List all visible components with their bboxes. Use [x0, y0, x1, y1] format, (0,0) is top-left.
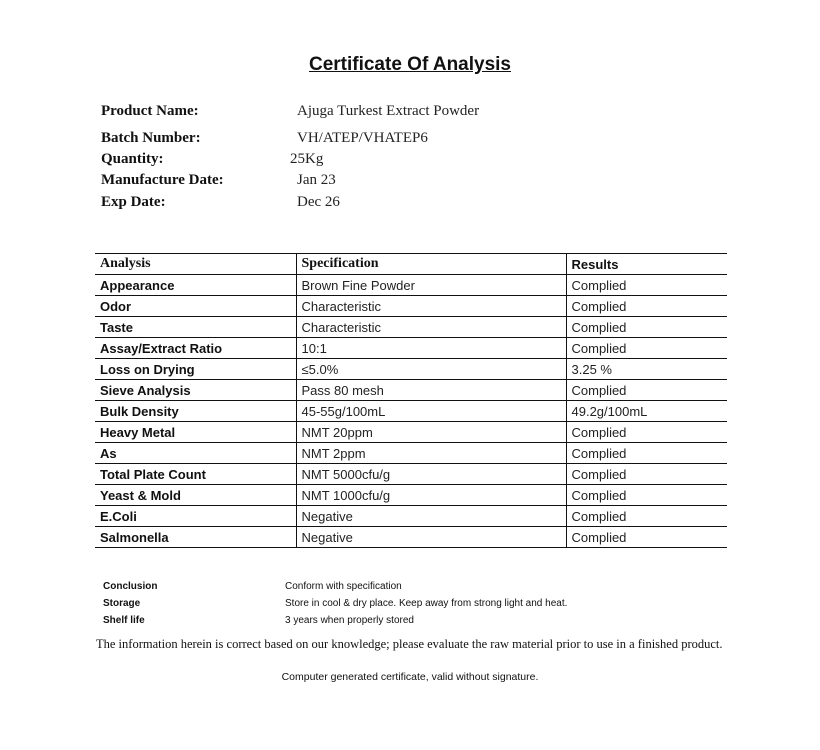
header-specification: Specification	[296, 254, 566, 275]
storage-label: Storage	[103, 598, 141, 609]
product-name-value: Ajuga Turkest Extract Powder	[297, 103, 480, 119]
analysis-cell: Loss on Drying	[95, 359, 296, 380]
analysis-cell: Sieve Analysis	[95, 380, 296, 401]
quantity-label: Quantity:	[101, 151, 164, 167]
disclaimer-text: The information herein is correct based on our knowledge; please evaluate the raw material prior to use in a finished product.	[96, 637, 723, 651]
manufacture-date-value: Jan 23	[297, 172, 336, 188]
batch-number-value: VH/ATEP/VHATEP6	[297, 130, 428, 146]
analysis-cell: Assay/Extract Ratio	[95, 338, 296, 359]
specification-cell: Pass 80 mesh	[296, 380, 566, 401]
analysis-cell: Bulk Density	[95, 401, 296, 422]
conclusion-value: Conform with specification	[285, 581, 402, 592]
result-cell: Complied	[566, 317, 727, 338]
table-row	[95, 380, 727, 401]
analysis-cell: As	[95, 443, 296, 464]
specification-cell: NMT 1000cfu/g	[296, 485, 566, 506]
exp-date-value: Dec 26	[297, 194, 340, 210]
batch-number-label: Batch Number:	[101, 130, 201, 146]
result-cell: Complied	[566, 338, 727, 359]
table-row	[95, 506, 727, 527]
analysis-cell: Heavy Metal	[95, 422, 296, 443]
storage-value: Store in cool & dry place. Keep away from strong light and heat.	[285, 598, 568, 609]
result-cell: Complied	[566, 527, 727, 548]
result-cell: Complied	[566, 380, 727, 401]
signature-note: Computer generated certificate, valid without signature.	[281, 671, 539, 683]
header-results: Results	[566, 254, 727, 275]
specification-cell: Brown Fine Powder	[296, 275, 566, 296]
quantity-value: 25Kg	[290, 151, 324, 167]
table-row	[95, 443, 727, 464]
analysis-cell: Appearance	[95, 275, 296, 296]
result-cell: Complied	[566, 296, 727, 317]
result-cell: 3.25 %	[566, 359, 727, 380]
product-name-label: Product Name:	[101, 103, 199, 119]
shelf-life-label: Shelf life	[103, 615, 145, 626]
specification-cell: Negative	[296, 527, 566, 548]
specification-cell: ≤5.0%	[296, 359, 566, 380]
result-cell: Complied	[566, 422, 727, 443]
specification-cell: 10:1	[296, 338, 566, 359]
result-cell: 49.2g/100mL	[566, 401, 727, 422]
table-row	[95, 464, 727, 485]
manufacture-date-label: Manufacture Date:	[101, 172, 224, 188]
result-cell: Complied	[566, 464, 727, 485]
header-analysis: Analysis	[95, 254, 296, 275]
result-cell: Complied	[566, 506, 727, 527]
conclusion-label: Conclusion	[103, 581, 158, 592]
table-row	[95, 275, 727, 296]
table-row	[95, 317, 727, 338]
specification-cell: 45-55g/100mL	[296, 401, 566, 422]
table-row	[95, 401, 727, 422]
specification-cell: Characteristic	[296, 317, 566, 338]
analysis-cell: E.Coli	[95, 506, 296, 527]
specification-cell: Characteristic	[296, 296, 566, 317]
table-row	[95, 422, 727, 443]
table-row	[95, 338, 727, 359]
table-header-row	[95, 254, 727, 275]
analysis-cell: Total Plate Count	[95, 464, 296, 485]
table-row	[95, 527, 727, 548]
table-row	[95, 359, 727, 380]
result-cell: Complied	[566, 275, 727, 296]
table-row	[95, 296, 727, 317]
analysis-cell: Taste	[95, 317, 296, 338]
specification-cell: NMT 5000cfu/g	[296, 464, 566, 485]
specification-cell: NMT 2ppm	[296, 443, 566, 464]
analysis-cell: Salmonella	[95, 527, 296, 548]
table-row	[95, 485, 727, 506]
specification-cell: Negative	[296, 506, 566, 527]
specification-cell: NMT 20ppm	[296, 422, 566, 443]
exp-date-label: Exp Date:	[101, 194, 166, 210]
document-title: Certificate Of Analysis	[308, 54, 512, 75]
analysis-cell: Odor	[95, 296, 296, 317]
result-cell: Complied	[566, 443, 727, 464]
result-cell: Complied	[566, 485, 727, 506]
shelf-life-value: 3 years when properly stored	[285, 615, 414, 626]
analysis-table	[95, 253, 727, 548]
analysis-cell: Yeast & Mold	[95, 485, 296, 506]
